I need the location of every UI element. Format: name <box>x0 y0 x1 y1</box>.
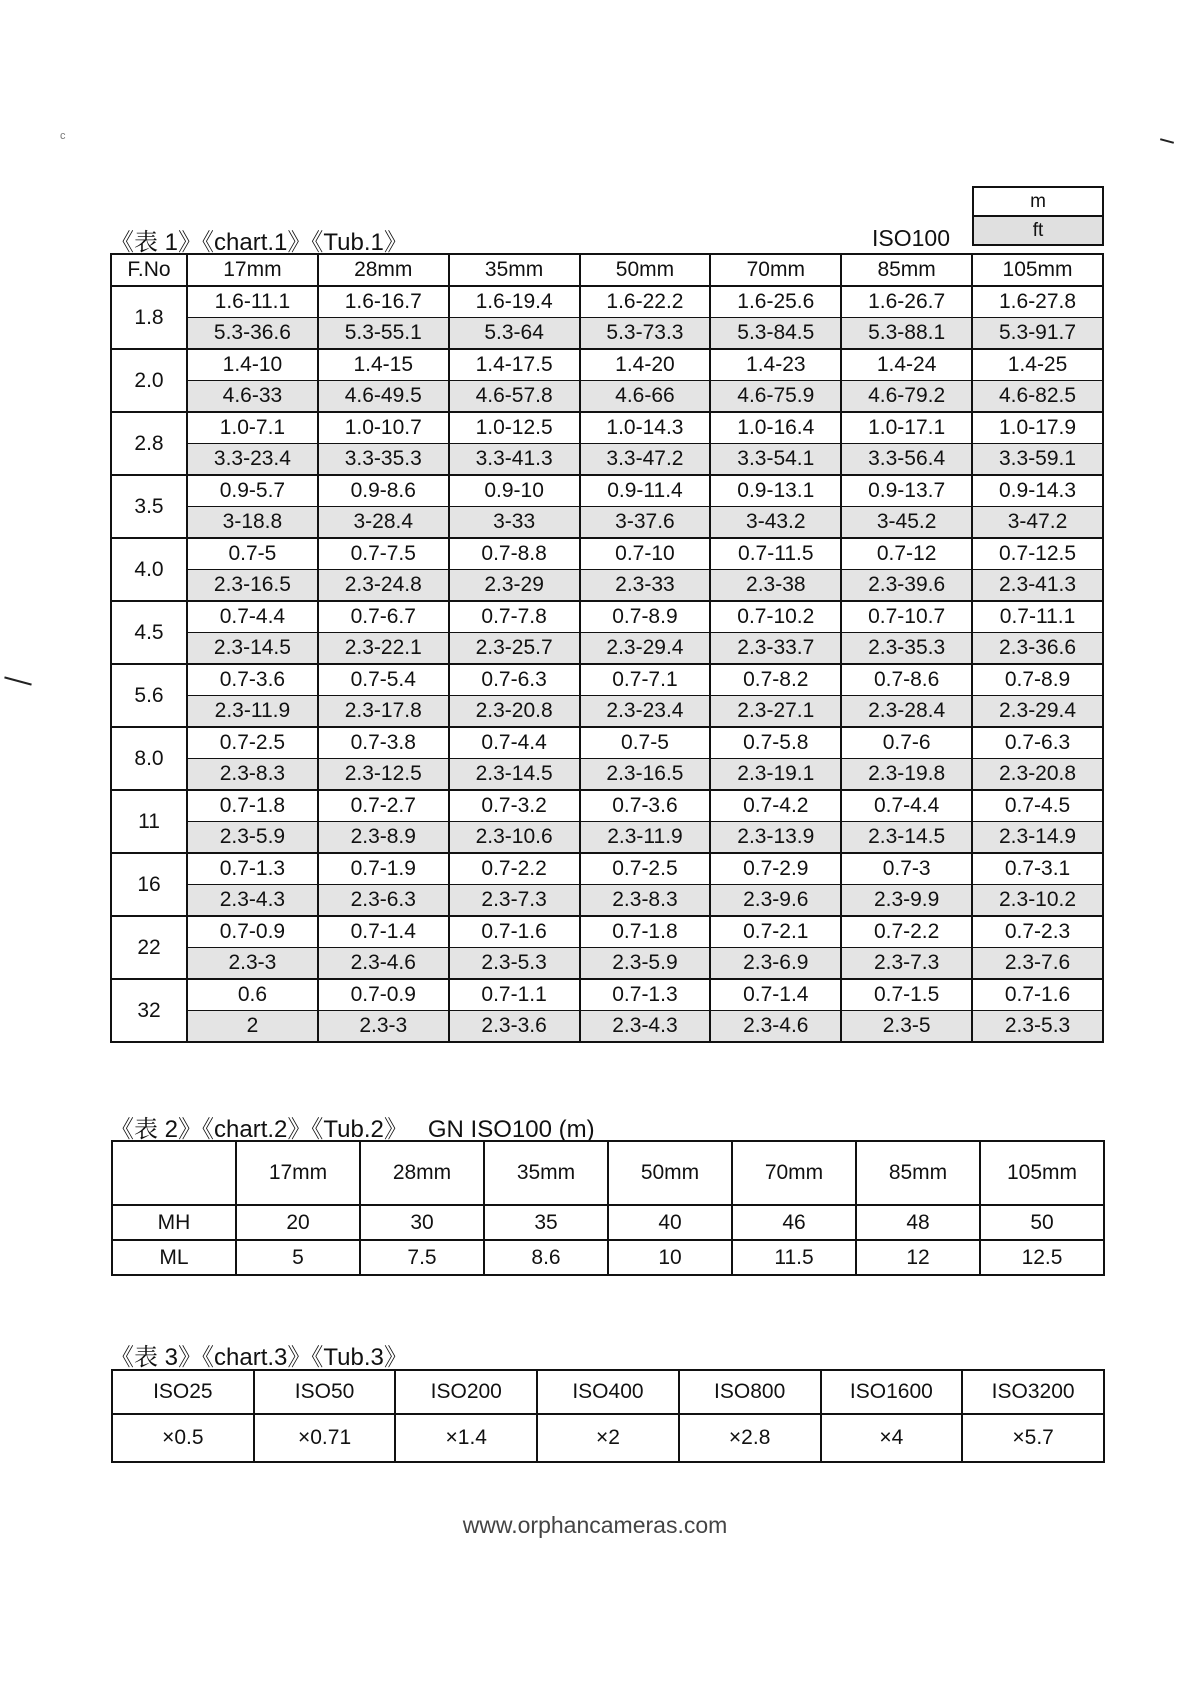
iso-header: ISO400 <box>537 1370 679 1414</box>
table2-title: 《表 2》《chart.2》《Tub.2》 GN ISO100 (m) <box>110 1116 595 1143</box>
table2-row <box>112 1205 1104 1240</box>
table-row-meters <box>111 979 1103 1011</box>
range-meters-cell: 1.0-10.7 <box>318 412 449 444</box>
focal-length-header: 105mm <box>972 254 1103 286</box>
range-meters-cell: 0.9-5.7 <box>187 475 318 507</box>
range-feet-cell: 2.3-4.6 <box>710 1011 841 1043</box>
range-feet-cell: 5.3-55.1 <box>318 318 449 350</box>
range-feet-cell: 4.6-49.5 <box>318 381 449 413</box>
range-meters-cell: 0.9-11.4 <box>580 475 711 507</box>
table1-iso-label: ISO100 <box>872 225 950 251</box>
focal-length-header: 105mm <box>980 1141 1104 1205</box>
table-row-feet <box>111 948 1103 980</box>
range-feet-cell: 3-37.6 <box>580 507 711 539</box>
range-meters-cell: 1.6-19.4 <box>449 286 580 318</box>
range-feet-cell: 3.3-41.3 <box>449 444 580 476</box>
table-row-feet <box>111 570 1103 602</box>
iso-header: ISO1600 <box>821 1370 963 1414</box>
range-feet-cell: 5.3-73.3 <box>580 318 711 350</box>
iso-factor-cell: ×4 <box>821 1414 963 1462</box>
range-feet-cell: 5.3-36.6 <box>187 318 318 350</box>
range-meters-cell: 0.7-2.1 <box>710 916 841 948</box>
fno-cell: 8.0 <box>111 727 187 790</box>
range-feet-cell: 4.6-75.9 <box>710 381 841 413</box>
range-meters-cell: 1.0-16.4 <box>710 412 841 444</box>
range-meters-cell: 0.7-8.9 <box>580 601 711 633</box>
range-meters-cell: 1.6-25.6 <box>710 286 841 318</box>
range-meters-cell: 0.7-5.8 <box>710 727 841 759</box>
range-feet-cell: 2.3-29.4 <box>972 696 1103 728</box>
table-row-feet <box>111 381 1103 413</box>
range-meters-cell: 0.7-8.6 <box>841 664 972 696</box>
range-feet-cell: 4.6-57.8 <box>449 381 580 413</box>
range-meters-cell: 0.7-2.9 <box>710 853 841 885</box>
range-meters-cell: 0.7-10.2 <box>710 601 841 633</box>
table-row-feet <box>111 885 1103 917</box>
range-meters-cell: 0.7-2.2 <box>449 853 580 885</box>
range-meters-cell: 0.9-13.7 <box>841 475 972 507</box>
range-meters-cell: 0.7-4.4 <box>841 790 972 822</box>
iso-factor-cell: ×1.4 <box>395 1414 537 1462</box>
range-meters-cell: 0.7-1.9 <box>318 853 449 885</box>
range-feet-cell: 2.3-17.8 <box>318 696 449 728</box>
range-meters-cell: 0.7-5.4 <box>318 664 449 696</box>
fno-header: F.No <box>111 254 187 286</box>
range-meters-cell: 1.0-14.3 <box>580 412 711 444</box>
focal-length-header: 50mm <box>580 254 711 286</box>
range-feet-cell: 2.3-33 <box>580 570 711 602</box>
range-meters-cell: 0.7-10.7 <box>841 601 972 633</box>
focal-length-header: 17mm <box>236 1141 360 1205</box>
focal-length-header: 17mm <box>187 254 318 286</box>
range-meters-cell: 0.7-1.8 <box>580 916 711 948</box>
table-row-feet <box>111 444 1103 476</box>
range-feet-cell: 4.6-33 <box>187 381 318 413</box>
range-feet-cell: 2.3-8.9 <box>318 822 449 854</box>
fno-cell: 16 <box>111 853 187 916</box>
iso-factor-cell: ×5.7 <box>962 1414 1104 1462</box>
range-meters-cell: 1.6-22.2 <box>580 286 711 318</box>
fno-cell: 2.0 <box>111 349 187 412</box>
table-row-meters <box>111 727 1103 759</box>
range-meters-cell: 0.7-2.5 <box>580 853 711 885</box>
range-feet-cell: 2.3-5.3 <box>972 1011 1103 1043</box>
table-row-meters <box>111 916 1103 948</box>
range-meters-cell: 0.7-3.1 <box>972 853 1103 885</box>
range-meters-cell: 0.7-4.4 <box>449 727 580 759</box>
range-feet-cell: 2.3-6.9 <box>710 948 841 980</box>
table-row-feet <box>111 507 1103 539</box>
range-feet-cell: 3.3-56.4 <box>841 444 972 476</box>
range-meters-cell: 0.9-14.3 <box>972 475 1103 507</box>
scan-mark-left <box>4 676 32 685</box>
iso-header: ISO25 <box>112 1370 254 1414</box>
fno-cell: 11 <box>111 790 187 853</box>
range-feet-cell: 2.3-8.3 <box>187 759 318 791</box>
range-feet-cell: 2.3-28.4 <box>841 696 972 728</box>
guide-number-cell: 46 <box>732 1205 856 1240</box>
range-feet-cell: 2.3-33.7 <box>710 633 841 665</box>
table3-value-row <box>112 1414 1104 1462</box>
range-meters-cell: 0.7-8.2 <box>710 664 841 696</box>
range-feet-cell: 2.3-4.6 <box>318 948 449 980</box>
scan-mark-c: c <box>60 130 66 142</box>
range-meters-cell: 0.7-0.9 <box>318 979 449 1011</box>
table-row-meters <box>111 664 1103 696</box>
table-row-meters <box>111 853 1103 885</box>
range-meters-cell: 1.0-17.1 <box>841 412 972 444</box>
guide-number-cell: 10 <box>608 1240 732 1275</box>
range-feet-cell: 2.3-3.6 <box>449 1011 580 1043</box>
table3-title: 《表 3》《chart.3》《Tub.3》 <box>110 1344 408 1371</box>
range-feet-cell: 2.3-10.6 <box>449 822 580 854</box>
range-feet-cell: 3-47.2 <box>972 507 1103 539</box>
table-row-feet <box>111 633 1103 665</box>
range-meters-cell: 0.7-2.2 <box>841 916 972 948</box>
range-meters-cell: 0.7-12 <box>841 538 972 570</box>
range-feet-cell: 2.3-24.8 <box>318 570 449 602</box>
range-feet-cell: 5.3-91.7 <box>972 318 1103 350</box>
fno-cell: 32 <box>111 979 187 1042</box>
range-feet-cell: 3.3-59.1 <box>972 444 1103 476</box>
range-feet-cell: 2.3-19.8 <box>841 759 972 791</box>
guide-number-cell: 50 <box>980 1205 1104 1240</box>
table-row-meters <box>111 475 1103 507</box>
range-meters-cell: 0.7-4.4 <box>187 601 318 633</box>
table3-header-row <box>112 1370 1104 1414</box>
table-row-meters <box>111 286 1103 318</box>
range-feet-cell: 3-28.4 <box>318 507 449 539</box>
fno-cell: 22 <box>111 916 187 979</box>
range-feet-cell: 2.3-14.5 <box>841 822 972 854</box>
range-feet-cell: 2.3-16.5 <box>580 759 711 791</box>
range-meters-cell: 0.9-8.6 <box>318 475 449 507</box>
range-meters-cell: 1.6-16.7 <box>318 286 449 318</box>
range-meters-cell: 0.7-5 <box>187 538 318 570</box>
unit-m-label: m <box>1030 190 1046 212</box>
range-feet-cell: 2 <box>187 1011 318 1043</box>
range-meters-cell: 0.7-1.4 <box>318 916 449 948</box>
range-meters-cell: 0.9-10 <box>449 475 580 507</box>
range-meters-cell: 0.7-3 <box>841 853 972 885</box>
range-feet-cell: 4.6-82.5 <box>972 381 1103 413</box>
range-meters-cell: 0.7-1.1 <box>449 979 580 1011</box>
guide-number-cell: 48 <box>856 1205 980 1240</box>
website-footer: www.orphancameras.com <box>462 1512 728 1538</box>
range-feet-cell: 2.3-13.9 <box>710 822 841 854</box>
range-feet-cell: 2.3-38 <box>710 570 841 602</box>
range-meters-cell: 0.7-1.6 <box>449 916 580 948</box>
focal-length-header: 85mm <box>841 254 972 286</box>
range-feet-cell: 5.3-84.5 <box>710 318 841 350</box>
table-row-meters <box>111 412 1103 444</box>
range-feet-cell: 3.3-35.3 <box>318 444 449 476</box>
table1-title: 《表 1》《chart.1》《Tub.1》 <box>110 229 408 256</box>
range-feet-cell: 2.3-11.9 <box>580 822 711 854</box>
guide-number-cell: 30 <box>360 1205 484 1240</box>
focal-length-header: 50mm <box>608 1141 732 1205</box>
range-meters-cell: 0.7-3.2 <box>449 790 580 822</box>
fno-cell: 4.5 <box>111 601 187 664</box>
range-meters-cell: 1.4-10 <box>187 349 318 381</box>
range-feet-cell: 5.3-88.1 <box>841 318 972 350</box>
range-feet-cell: 3.3-54.1 <box>710 444 841 476</box>
iso-header: ISO3200 <box>962 1370 1104 1414</box>
range-meters-cell: 1.0-12.5 <box>449 412 580 444</box>
range-feet-cell: 2.3-5 <box>841 1011 972 1043</box>
range-feet-cell: 3-45.2 <box>841 507 972 539</box>
range-meters-cell: 1.4-20 <box>580 349 711 381</box>
iso-header: ISO800 <box>679 1370 821 1414</box>
guide-number-cell: 12 <box>856 1240 980 1275</box>
range-feet-cell: 2.3-5.9 <box>187 822 318 854</box>
table-row-feet <box>111 318 1103 350</box>
range-meters-cell: 1.4-17.5 <box>449 349 580 381</box>
range-feet-cell: 3-43.2 <box>710 507 841 539</box>
range-feet-cell: 2.3-27.1 <box>710 696 841 728</box>
range-meters-cell: 1.4-25 <box>972 349 1103 381</box>
range-feet-cell: 2.3-39.6 <box>841 570 972 602</box>
table-row-feet <box>111 759 1103 791</box>
fno-cell: 4.0 <box>111 538 187 601</box>
guide-number-cell: 5 <box>236 1240 360 1275</box>
range-feet-cell: 2.3-8.3 <box>580 885 711 917</box>
guide-number-cell: 7.5 <box>360 1240 484 1275</box>
table-row-meters <box>111 790 1103 822</box>
range-feet-cell: 2.3-4.3 <box>187 885 318 917</box>
range-feet-cell: 2.3-14.9 <box>972 822 1103 854</box>
guide-number-cell: 8.6 <box>484 1240 608 1275</box>
range-meters-cell: 1.6-26.7 <box>841 286 972 318</box>
range-feet-cell: 2.3-3 <box>187 948 318 980</box>
focal-length-header: 28mm <box>318 254 449 286</box>
focal-length-header: 70mm <box>732 1141 856 1205</box>
range-meters-cell: 0.7-7.1 <box>580 664 711 696</box>
table1-header-row <box>111 254 1103 286</box>
range-feet-cell: 2.3-29 <box>449 570 580 602</box>
range-feet-cell: 2.3-16.5 <box>187 570 318 602</box>
range-meters-cell: 0.7-1.3 <box>580 979 711 1011</box>
range-feet-cell: 2.3-29.4 <box>580 633 711 665</box>
mode-label-cell: ML <box>112 1240 236 1275</box>
guide-number-cell: 12.5 <box>980 1240 1104 1275</box>
range-meters-cell: 0.7-12.5 <box>972 538 1103 570</box>
focal-length-header: 70mm <box>710 254 841 286</box>
range-meters-cell: 1.4-23 <box>710 349 841 381</box>
range-meters-cell: 0.7-3.8 <box>318 727 449 759</box>
range-meters-cell: 0.7-2.3 <box>972 916 1103 948</box>
fno-cell: 5.6 <box>111 664 187 727</box>
range-meters-cell: 0.9-13.1 <box>710 475 841 507</box>
range-feet-cell: 2.3-35.3 <box>841 633 972 665</box>
range-meters-cell: 1.0-7.1 <box>187 412 318 444</box>
iso-header: ISO200 <box>395 1370 537 1414</box>
range-feet-cell: 5.3-64 <box>449 318 580 350</box>
range-meters-cell: 0.7-1.4 <box>710 979 841 1011</box>
range-meters-cell: 0.7-7.8 <box>449 601 580 633</box>
focal-length-header: 28mm <box>360 1141 484 1205</box>
range-feet-cell: 2.3-10.2 <box>972 885 1103 917</box>
iso-factor-cell: ×0.71 <box>254 1414 396 1462</box>
range-feet-cell: 2.3-23.4 <box>580 696 711 728</box>
range-feet-cell: 2.3-12.5 <box>318 759 449 791</box>
range-feet-cell: 2.3-25.7 <box>449 633 580 665</box>
range-meters-cell: 0.7-11.5 <box>710 538 841 570</box>
range-meters-cell: 0.6 <box>187 979 318 1011</box>
table-row-feet <box>111 1011 1103 1043</box>
range-meters-cell: 0.7-6.3 <box>449 664 580 696</box>
range-meters-cell: 0.7-1.3 <box>187 853 318 885</box>
focal-length-header: 85mm <box>856 1141 980 1205</box>
fno-cell: 3.5 <box>111 475 187 538</box>
range-feet-cell: 2.3-22.1 <box>318 633 449 665</box>
range-meters-cell: 0.7-1.5 <box>841 979 972 1011</box>
range-feet-cell: 2.3-14.5 <box>187 633 318 665</box>
range-meters-cell: 0.7-8.8 <box>449 538 580 570</box>
unit-ft-label: ft <box>973 216 1103 245</box>
range-meters-cell: 1.4-24 <box>841 349 972 381</box>
range-meters-cell: 0.7-0.9 <box>187 916 318 948</box>
range-meters-cell: 0.7-7.5 <box>318 538 449 570</box>
fno-cell: 1.8 <box>111 286 187 349</box>
range-feet-cell: 4.6-79.2 <box>841 381 972 413</box>
range-feet-cell: 2.3-9.9 <box>841 885 972 917</box>
range-meters-cell: 0.7-6 <box>841 727 972 759</box>
range-feet-cell: 2.3-5.9 <box>580 948 711 980</box>
focal-length-header: 35mm <box>484 1141 608 1205</box>
range-feet-cell: 2.3-7.3 <box>449 885 580 917</box>
range-feet-cell: 2.3-20.8 <box>449 696 580 728</box>
range-meters-cell: 0.7-1.6 <box>972 979 1103 1011</box>
range-feet-cell: 2.3-36.6 <box>972 633 1103 665</box>
range-meters-cell: 0.7-1.8 <box>187 790 318 822</box>
range-feet-cell: 2.3-9.6 <box>710 885 841 917</box>
guide-number-table <box>111 1140 1105 1276</box>
range-feet-cell: 2.3-7.3 <box>841 948 972 980</box>
range-feet-cell: 3-18.8 <box>187 507 318 539</box>
guide-number-cell: 11.5 <box>732 1240 856 1275</box>
range-feet-cell: 2.3-6.3 <box>318 885 449 917</box>
range-feet-cell: 2.3-11.9 <box>187 696 318 728</box>
range-feet-cell: 3.3-47.2 <box>580 444 711 476</box>
range-feet-cell: 2.3-20.8 <box>972 759 1103 791</box>
range-feet-cell: 2.3-5.3 <box>449 948 580 980</box>
iso-header: ISO50 <box>254 1370 396 1414</box>
table2-row <box>112 1240 1104 1275</box>
range-meters-cell: 0.7-3.6 <box>187 664 318 696</box>
iso-factor-cell: ×2.8 <box>679 1414 821 1462</box>
table-row-meters <box>111 538 1103 570</box>
range-feet-cell: 2.3-19.1 <box>710 759 841 791</box>
range-feet-cell: 2.3-4.3 <box>580 1011 711 1043</box>
range-meters-cell: 1.6-11.1 <box>187 286 318 318</box>
table-row-feet <box>111 822 1103 854</box>
range-meters-cell: 0.7-3.6 <box>580 790 711 822</box>
range-meters-cell: 0.7-2.5 <box>187 727 318 759</box>
range-meters-cell: 0.7-6.7 <box>318 601 449 633</box>
guide-number-cell: 20 <box>236 1205 360 1240</box>
focal-length-header: 35mm <box>449 254 580 286</box>
range-feet-cell: 2.3-3 <box>318 1011 449 1043</box>
focal-length-header <box>112 1141 236 1205</box>
range-feet-cell: 2.3-14.5 <box>449 759 580 791</box>
range-feet-cell: 3-33 <box>449 507 580 539</box>
iso-factor-table <box>111 1369 1105 1463</box>
range-feet-cell: 3.3-23.4 <box>187 444 318 476</box>
range-meters-cell: 0.7-5 <box>580 727 711 759</box>
iso-factor-cell: ×0.5 <box>112 1414 254 1462</box>
unit-legend <box>972 186 1104 246</box>
table-row-meters <box>111 349 1103 381</box>
fno-cell: 2.8 <box>111 412 187 475</box>
table-row-feet <box>111 696 1103 728</box>
mode-label-cell: MH <box>112 1205 236 1240</box>
guide-number-cell: 35 <box>484 1205 608 1240</box>
range-meters-cell: 1.4-15 <box>318 349 449 381</box>
depth-of-field-table <box>110 253 1104 1043</box>
range-meters-cell: 0.7-11.1 <box>972 601 1103 633</box>
range-meters-cell: 0.7-4.2 <box>710 790 841 822</box>
range-meters-cell: 0.7-6.3 <box>972 727 1103 759</box>
range-meters-cell: 0.7-4.5 <box>972 790 1103 822</box>
guide-number-cell: 40 <box>608 1205 732 1240</box>
table-row-meters <box>111 601 1103 633</box>
range-feet-cell: 4.6-66 <box>580 381 711 413</box>
range-meters-cell: 0.7-2.7 <box>318 790 449 822</box>
range-meters-cell: 1.6-27.8 <box>972 286 1103 318</box>
range-feet-cell: 2.3-7.6 <box>972 948 1103 980</box>
table2-header-row <box>112 1141 1104 1205</box>
scan-mark-right <box>1160 138 1174 144</box>
range-meters-cell: 0.7-8.9 <box>972 664 1103 696</box>
range-meters-cell: 0.7-10 <box>580 538 711 570</box>
iso-factor-cell: ×2 <box>537 1414 679 1462</box>
range-meters-cell: 1.0-17.9 <box>972 412 1103 444</box>
range-feet-cell: 2.3-41.3 <box>972 570 1103 602</box>
